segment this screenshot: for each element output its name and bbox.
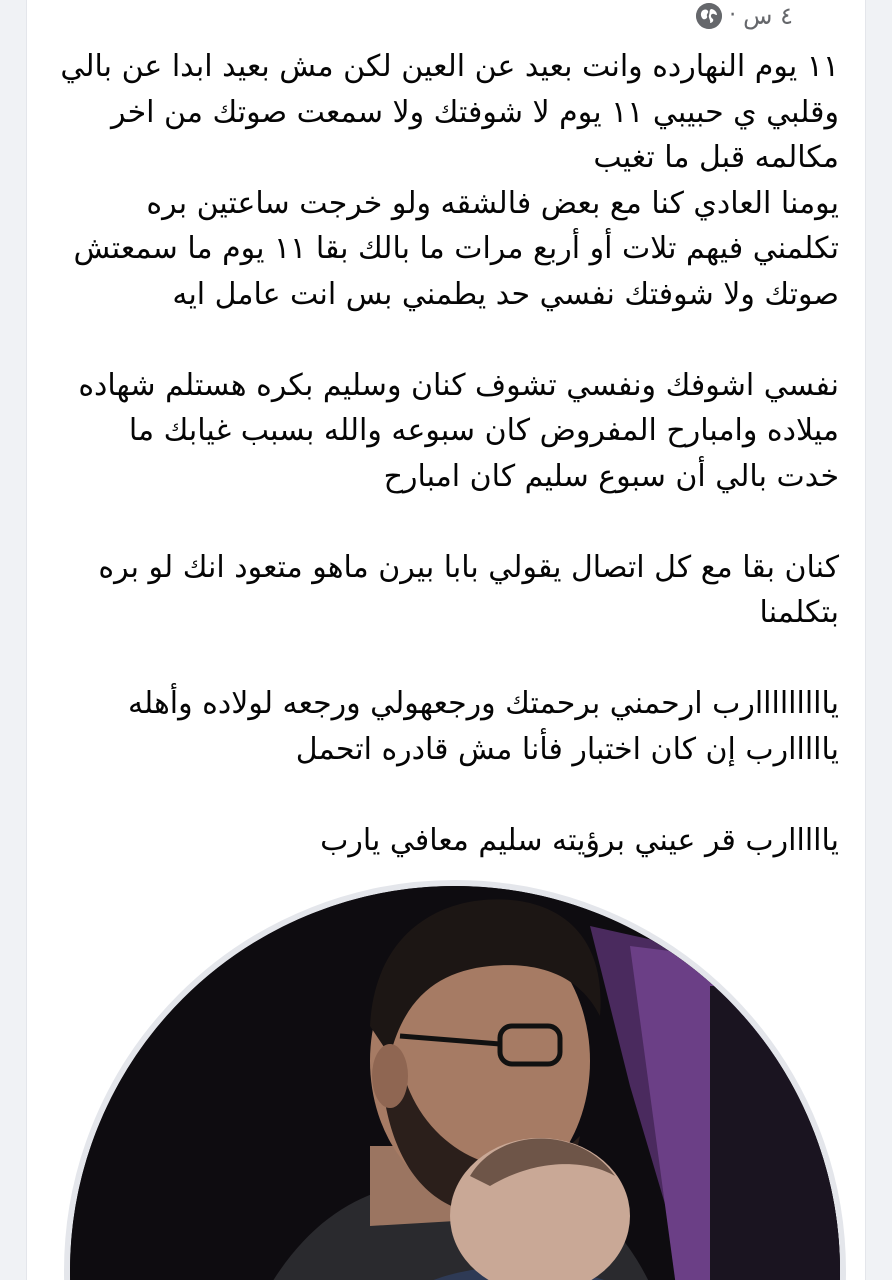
text-line: يااااارب قر عيني برؤيته سليم معافي يارب <box>320 822 839 858</box>
text-line: يااااارب إن كان اختبار فأنا مش قادره اتحمل <box>295 731 839 767</box>
photo-illustration <box>70 886 840 1280</box>
text-line: تكلمني فيهم تلات أو أربع مرات ما بالك بقا ١١ يوم ما سمعتش <box>73 231 839 266</box>
post-paragraph <box>49 681 839 772</box>
text-line: كنان بقا مع كل اتصال يقولي بابا بيرن ماهو متعود انك لو بره <box>98 549 839 585</box>
post-meta <box>696 2 793 30</box>
post-paragraph <box>49 44 839 317</box>
text-line: خدت بالي أن سبوع سليم كان امبارح <box>383 458 839 494</box>
text-line: نفسي اشوفك ونفسي تشوف كنان وسليم بكره هستلم شهاده <box>78 367 839 403</box>
text-line: بتكلمنا <box>759 595 839 630</box>
post-photo[interactable] <box>64 880 846 1280</box>
text-line: ميلاده وامبارح المفروض كان سبوعه والله بسبب غيابك ما <box>128 413 839 448</box>
text-line: يااااااااارب ارحمني برحمتك ورجعهولي ورجعه لولاده وأهله <box>127 686 839 721</box>
post-card <box>26 0 866 1280</box>
post-paragraph <box>49 818 839 864</box>
post-text <box>49 44 839 863</box>
globe-icon[interactable] <box>696 3 722 29</box>
text-line: ١١ يوم النهارده وانت بعيد عن العين لكن مش بعيد ابدا عن بالي <box>60 49 839 84</box>
text-line: صوتك ولا شوفتك نفسي حد يطمني بس انت عامل ايه <box>172 276 839 312</box>
text-line: وقلبي ي حبيبي ١١ يوم لا شوفتك ولا سمعت صوتك من اخر <box>111 94 839 130</box>
meta-separator: · <box>729 3 737 28</box>
post-paragraph <box>49 363 839 500</box>
text-line: مكالمه قبل ما تغيب <box>593 140 839 175</box>
post-timestamp[interactable]: ٤ س <box>743 2 793 30</box>
post-paragraph <box>49 545 839 636</box>
text-line: يومنا العادي كنا مع بعض فالشقه ولو خرجت ساعتين بره <box>146 185 839 221</box>
